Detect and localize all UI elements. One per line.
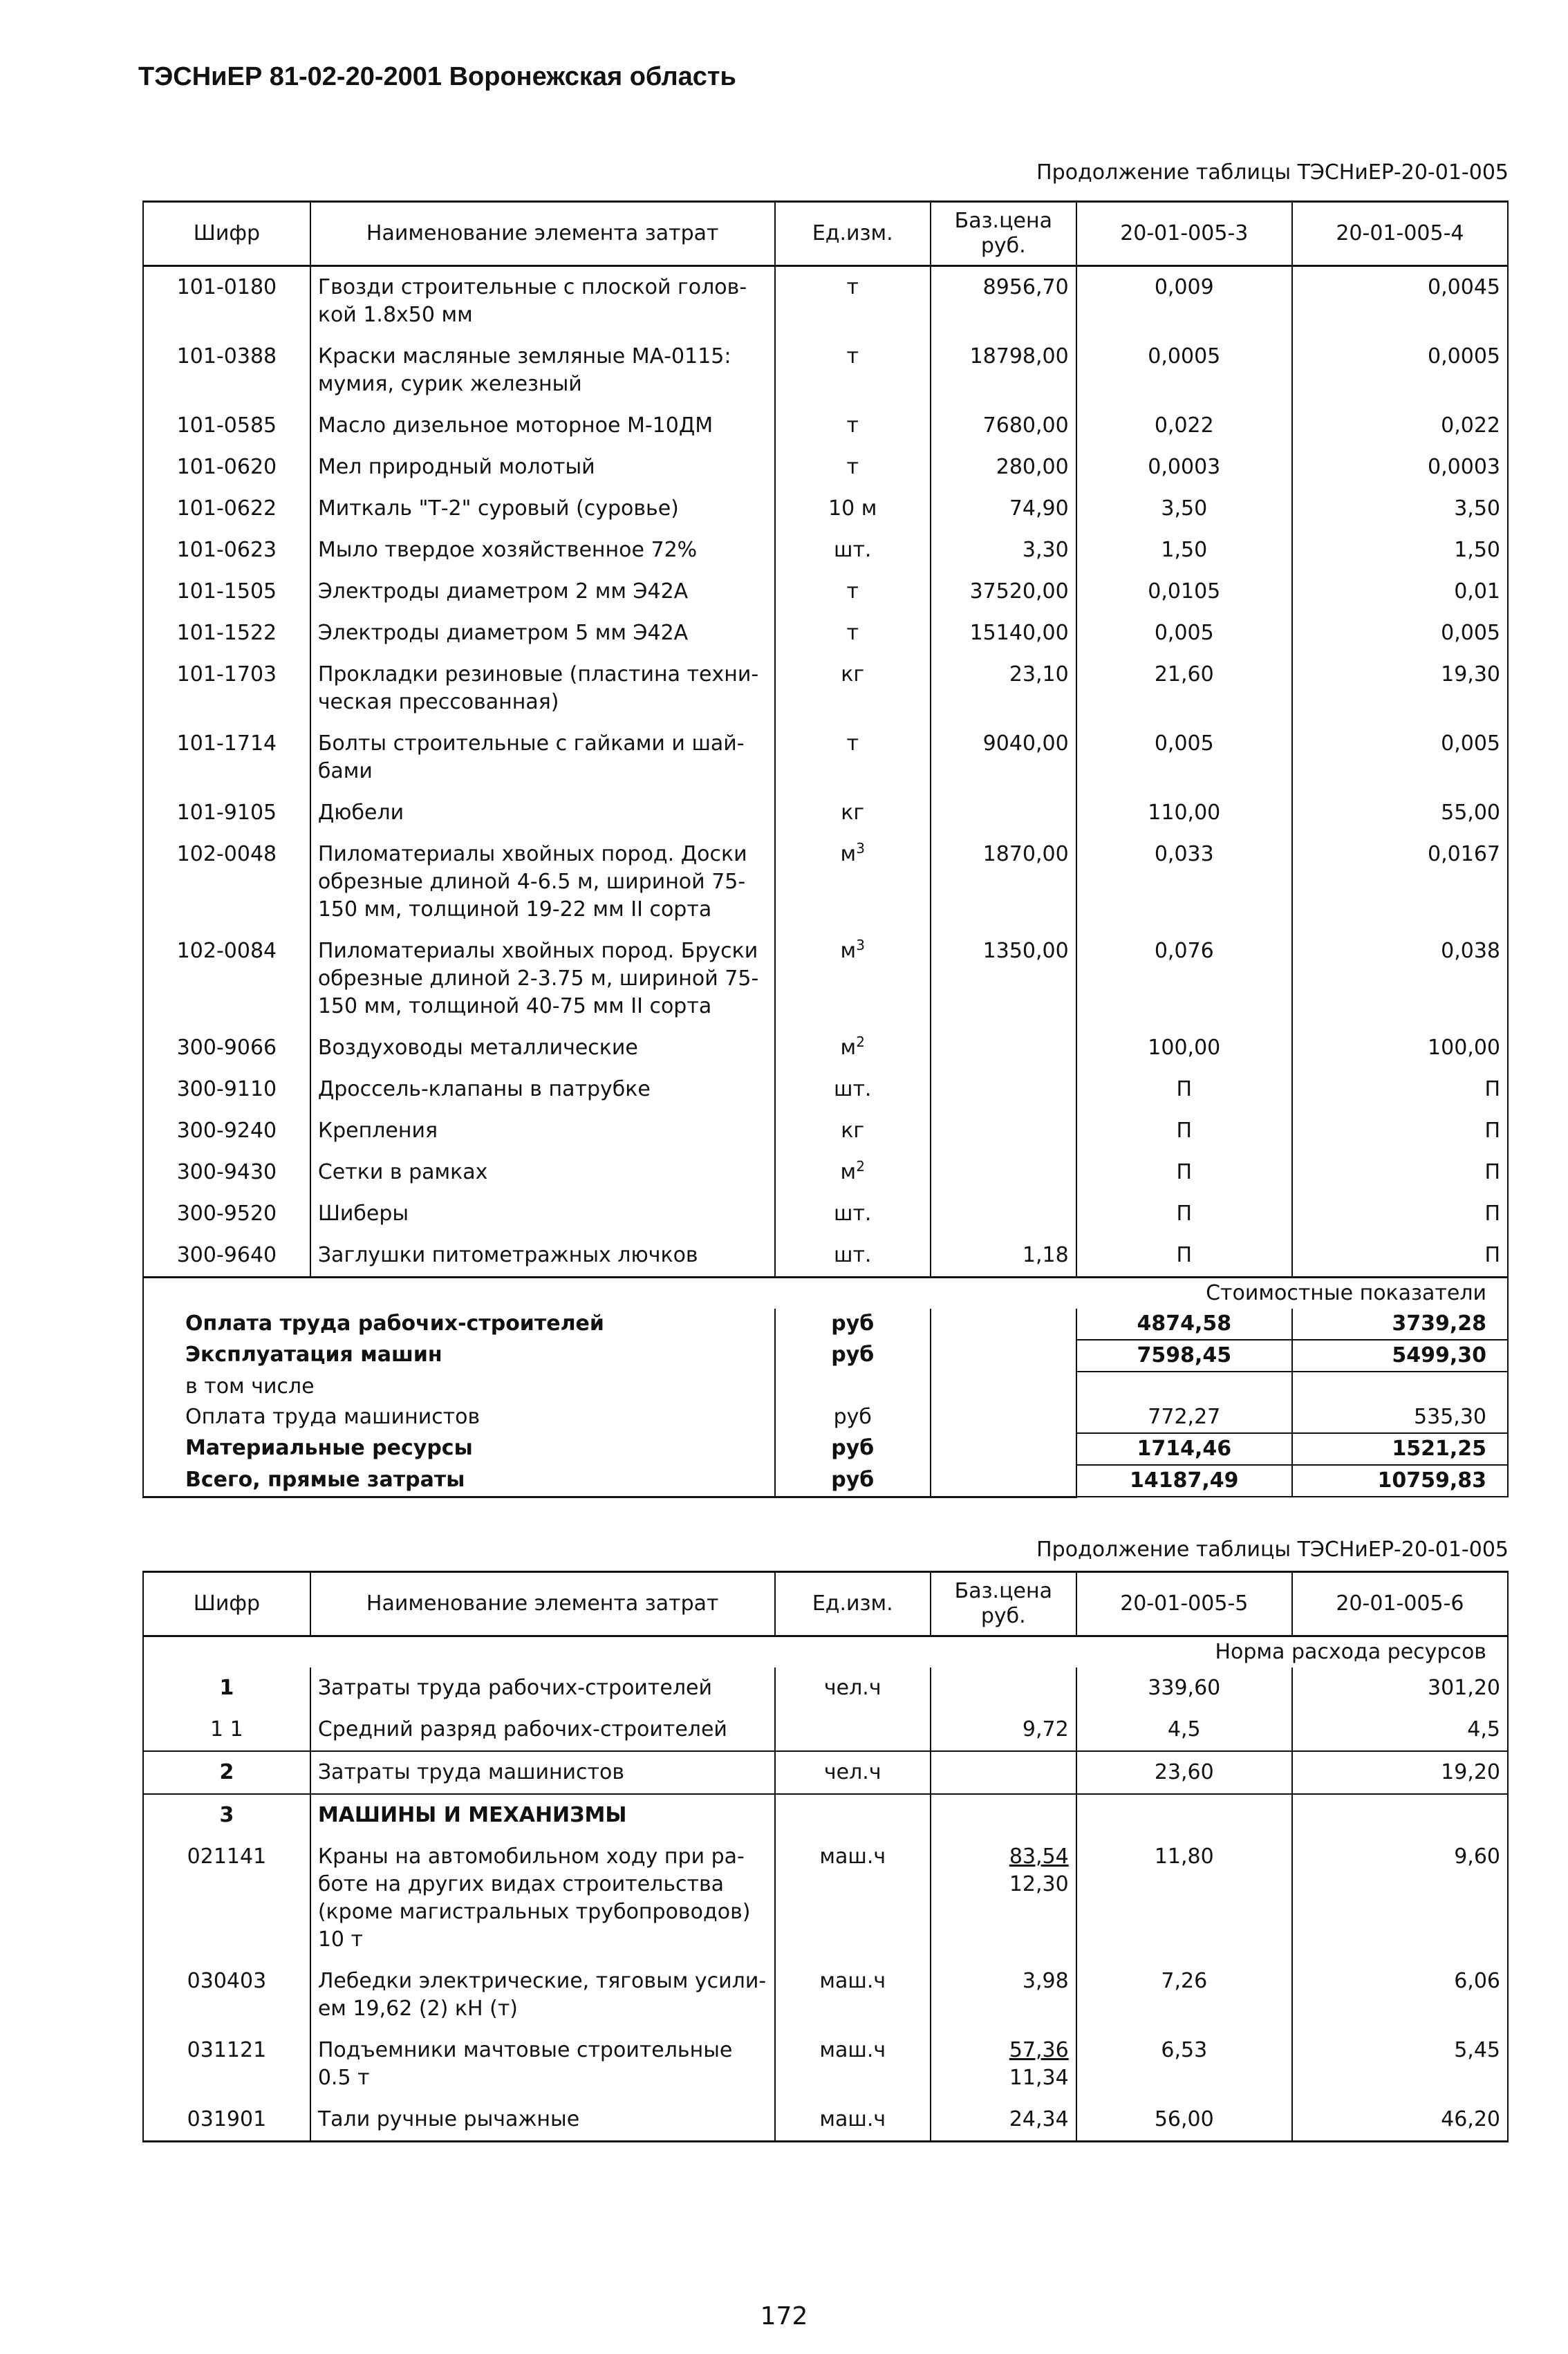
row-name: Электроды диаметром 5 мм Э42А (310, 613, 775, 654)
row-name: Затраты труда рабочих-строителей (310, 1668, 775, 1709)
summary-value-b: 3739,28 (1292, 1309, 1508, 1340)
row-code: 101-0622 (143, 488, 310, 530)
row-code: 031121 (143, 2030, 310, 2099)
row-norm-b: 0,022 (1292, 405, 1508, 447)
row-norm-a: 0,005 (1076, 613, 1292, 654)
table-row (143, 613, 1508, 654)
summary-unit: руб (775, 1309, 931, 1340)
row-norm-a: 339,60 (1076, 1668, 1292, 1709)
summary-price (931, 1340, 1076, 1372)
unit-base: м (840, 842, 857, 866)
summary-row (143, 1340, 1508, 1372)
row-code: 300-9110 (143, 1069, 310, 1110)
row-name: Мыло твердое хозяйственное 72% (310, 530, 775, 571)
table-row (143, 2099, 1508, 2142)
col-name: Наименование элемента затрат (310, 1572, 775, 1636)
row-name: Масло дизельное моторное М-10ДМ (310, 405, 775, 447)
table-row (143, 336, 1508, 405)
summary-unit (775, 1372, 931, 1402)
row-code: 101-1703 (143, 654, 310, 723)
summary-price (931, 1372, 1076, 1402)
summary-value-b: 5499,30 (1292, 1340, 1508, 1372)
col-norm-5: 20-01-005-5 (1076, 1572, 1292, 1636)
row-unit (775, 1152, 931, 1193)
row-unit: кг (775, 792, 931, 834)
row-norm-a: 1,50 (1076, 530, 1292, 571)
table-row (143, 1027, 1508, 1069)
col-unit: Ед.изм. (775, 1572, 931, 1636)
row-norm-a: П (1076, 1235, 1292, 1278)
table-row (143, 1709, 1508, 1751)
row-name: Дюбели (310, 792, 775, 834)
summary-unit: руб (775, 1402, 931, 1433)
row-norm-b: 5,45 (1292, 2030, 1508, 2099)
summary-unit: руб (775, 1433, 931, 1465)
row-price: 15140,00 (931, 613, 1076, 654)
resources-table-1 (142, 200, 1509, 1498)
row-norm-b: 0,005 (1292, 723, 1508, 792)
row-norm-b: 1,50 (1292, 530, 1508, 571)
row-name: Болты строительные с гайками и шай-бами (310, 723, 775, 792)
summary-unit: руб (775, 1465, 931, 1497)
row-name: Затраты труда машинистов (310, 1751, 775, 1794)
row-code: 2 (143, 1751, 310, 1794)
summary-row (143, 1372, 1508, 1402)
table-row (143, 405, 1508, 447)
row-norm-a: П (1076, 1152, 1292, 1193)
row-code: 101-1714 (143, 723, 310, 792)
summary-value-a: 4874,58 (1076, 1309, 1292, 1340)
row-norm-b: 4,5 (1292, 1709, 1508, 1751)
row-name: Средний разряд рабочих-строителей (310, 1709, 775, 1751)
row-name: Прокладки резиновые (пластина техни-ческая прессованная) (310, 654, 775, 723)
row-norm-b (1292, 1794, 1508, 1836)
row-norm-b: 9,60 (1292, 1836, 1508, 1961)
table-row (143, 834, 1508, 931)
row-name: Заглушки питометражных лючков (310, 1235, 775, 1278)
row-price: 37520,00 (931, 571, 1076, 613)
col-name: Наименование элемента затрат (310, 202, 775, 266)
summary-value-b: 535,30 (1292, 1402, 1508, 1433)
table-row (143, 1110, 1508, 1152)
row-norm-b: П (1292, 1193, 1508, 1235)
page-number: 172 (760, 2302, 808, 2330)
row-unit: кг (775, 1110, 931, 1152)
row-name: Лебедки электрические, тяговым усили-ем 19,62 (2) кН (т) (310, 1961, 775, 2030)
row-code: 101-0620 (143, 447, 310, 488)
row-price: 23,10 (931, 654, 1076, 723)
row-norm-a: П (1076, 1110, 1292, 1152)
row-name: Дроссель-клапаны в патрубке (310, 1069, 775, 1110)
row-norm-a: 4,5 (1076, 1709, 1292, 1751)
row-name: Тали ручные рычажные (310, 2099, 775, 2142)
row-norm-a: 0,0005 (1076, 336, 1292, 405)
row-unit: т (775, 571, 931, 613)
row-norm-a: 0,009 (1076, 266, 1292, 337)
summary-value-a: 7598,45 (1076, 1340, 1292, 1372)
resources-table-2 (142, 1571, 1509, 2142)
row-norm-a: 0,076 (1076, 931, 1292, 1027)
table1-header-row (143, 202, 1508, 266)
row-name: Пиломатериалы хвойных пород. Доски обрезные длиной 4-6.5 м, шириной 75-150 мм, толщиной 19-22 мм II сорта (310, 834, 775, 931)
unit-power: 3 (856, 840, 865, 857)
row-code: 101-1505 (143, 571, 310, 613)
row-norm-b: 3,50 (1292, 488, 1508, 530)
row-code: 300-9640 (143, 1235, 310, 1278)
table-row (143, 792, 1508, 834)
row-name: Краски масляные земляные МА-0115: мумия, сурик железный (310, 336, 775, 405)
row-norm-a: П (1076, 1193, 1292, 1235)
row-norm-b: 100,00 (1292, 1027, 1508, 1069)
summary-unit: руб (775, 1340, 931, 1372)
unit-base: м (840, 1160, 857, 1184)
row-code: 300-9430 (143, 1152, 310, 1193)
row-price: 1870,00 (931, 834, 1076, 931)
row-unit: т (775, 405, 931, 447)
table-row (143, 1794, 1508, 1836)
row-norm-a: П (1076, 1069, 1292, 1110)
price-wages: 11,34 (1009, 2066, 1069, 2090)
col-unit: Ед.изм. (775, 202, 931, 266)
row-unit (775, 1027, 931, 1069)
row-norm-a: 100,00 (1076, 1027, 1292, 1069)
unit-base: м (840, 1036, 857, 1060)
row-norm-b: 0,01 (1292, 571, 1508, 613)
row-norm-a: 11,80 (1076, 1836, 1292, 1961)
price-total: 83,54 (1009, 1844, 1069, 1869)
unit-base: м (840, 939, 857, 963)
row-norm-a: 7,26 (1076, 1961, 1292, 2030)
summary-value-a (1076, 1372, 1292, 1402)
row-code: 101-9105 (143, 792, 310, 834)
summary-row (143, 1465, 1508, 1497)
table-row (143, 1069, 1508, 1110)
row-norm-a: 0,022 (1076, 405, 1292, 447)
row-norm-b: 0,0045 (1292, 266, 1508, 337)
row-price: 74,90 (931, 488, 1076, 530)
row-name: Пиломатериалы хвойных пород. Бруски обрезные длиной 2-3.75 м, шириной 75-150 мм, толщиной 40-75 мм II сорта (310, 931, 775, 1027)
row-price (931, 1751, 1076, 1794)
row-norm-a: 0,0105 (1076, 571, 1292, 613)
summary-label: Материальные ресурсы (143, 1433, 775, 1465)
row-unit (775, 834, 931, 931)
col-norm-6: 20-01-005-6 (1292, 1572, 1508, 1636)
row-unit: маш.ч (775, 2030, 931, 2099)
row-name: Гвозди строительные с плоской голов-кой 1.8х50 мм (310, 266, 775, 337)
table-row (143, 488, 1508, 530)
row-norm-a: 0,033 (1076, 834, 1292, 931)
row-price (931, 1110, 1076, 1152)
row-price: 1,18 (931, 1235, 1076, 1278)
row-norm-a: 0,005 (1076, 723, 1292, 792)
row-unit: чел.ч (775, 1668, 931, 1709)
row-price: 18798,00 (931, 336, 1076, 405)
row-price (931, 792, 1076, 834)
table-row (143, 1961, 1508, 2030)
row-price: 8956,70 (931, 266, 1076, 337)
row-unit: кг (775, 654, 931, 723)
row-unit: т (775, 266, 931, 337)
summary-label: Оплата труда машинистов (143, 1402, 775, 1433)
row-norm-a: 3,50 (1076, 488, 1292, 530)
section-label: Стоимостные показатели (143, 1278, 1508, 1309)
row-unit: шт. (775, 530, 931, 571)
col-code: Шифр (143, 202, 310, 266)
row-norm-b: П (1292, 1235, 1508, 1278)
row-price: 1350,00 (931, 931, 1076, 1027)
row-price: 280,00 (931, 447, 1076, 488)
row-norm-b: 6,06 (1292, 1961, 1508, 2030)
summary-value-b (1292, 1372, 1508, 1402)
summary-value-b: 1521,25 (1292, 1433, 1508, 1465)
table-row (143, 1836, 1508, 1961)
row-unit: шт. (775, 1193, 931, 1235)
row-unit: шт. (775, 1069, 931, 1110)
summary-value-a: 1714,46 (1076, 1433, 1292, 1465)
row-norm-a: 6,53 (1076, 2030, 1292, 2099)
summary-label: Эксплуатация машин (143, 1340, 775, 1372)
row-code: 021141 (143, 1836, 310, 1961)
row-unit (775, 1709, 931, 1751)
row-code: 300-9066 (143, 1027, 310, 1069)
row-unit: т (775, 613, 931, 654)
table-row (143, 1235, 1508, 1278)
col-price: Баз.цена руб. (931, 1572, 1076, 1636)
row-unit: т (775, 723, 931, 792)
row-code: 102-0048 (143, 834, 310, 931)
row-code: 101-1522 (143, 613, 310, 654)
row-code: 101-0388 (143, 336, 310, 405)
summary-price (931, 1465, 1076, 1497)
row-unit: т (775, 447, 931, 488)
section-row (143, 1636, 1508, 1668)
row-code: 1 (143, 1668, 310, 1709)
summary-price (931, 1309, 1076, 1340)
table-row (143, 1152, 1508, 1193)
row-norm-a: 21,60 (1076, 654, 1292, 723)
row-norm-b: 301,20 (1292, 1668, 1508, 1709)
row-norm-a: 110,00 (1076, 792, 1292, 834)
row-norm-b: П (1292, 1069, 1508, 1110)
summary-price (931, 1433, 1076, 1465)
row-price (931, 1027, 1076, 1069)
section-row (143, 1278, 1508, 1309)
row-code: 031901 (143, 2099, 310, 2142)
row-price: 3,30 (931, 530, 1076, 571)
table-row (143, 266, 1508, 337)
row-name: Краны на автомобильном ходу при ра-боте на других видах строительства (кроме магистральных трубопроводов) 10 т (310, 1836, 775, 1961)
table-row (143, 1751, 1508, 1794)
row-name: Мел природный молотый (310, 447, 775, 488)
row-name: Электроды диаметром 2 мм Э42А (310, 571, 775, 613)
row-name: Сетки в рамках (310, 1152, 775, 1193)
row-name: Крепления (310, 1110, 775, 1152)
row-code: 030403 (143, 1961, 310, 2030)
row-norm-a: 23,60 (1076, 1751, 1292, 1794)
unit-power: 2 (856, 1034, 865, 1050)
row-norm-b: 0,0005 (1292, 336, 1508, 405)
col-norm-4: 20-01-005-4 (1292, 202, 1508, 266)
table2-header-row (143, 1572, 1508, 1636)
summary-value-b: 10759,83 (1292, 1465, 1508, 1497)
row-price: 7680,00 (931, 405, 1076, 447)
row-norm-b: 55,00 (1292, 792, 1508, 834)
price-total: 57,36 (1009, 2038, 1069, 2062)
table2-caption: Продолжение таблицы ТЭСНиЕР-20-01-005 (1036, 1538, 1509, 1562)
row-code: 1 1 (143, 1709, 310, 1751)
row-price (931, 1794, 1076, 1836)
document-title: ТЭСНиЕР 81-02-20-2001 Воронежская область (138, 62, 736, 91)
table1-caption: Продолжение таблицы ТЭСНиЕР-20-01-005 (1036, 160, 1509, 185)
row-code: 300-9240 (143, 1110, 310, 1152)
row-price (931, 1069, 1076, 1110)
row-norm-b: П (1292, 1152, 1508, 1193)
row-norm-b: 46,20 (1292, 2099, 1508, 2142)
row-norm-b: 0,0167 (1292, 834, 1508, 931)
row-unit (775, 931, 931, 1027)
row-norm-b: 0,005 (1292, 613, 1508, 654)
row-name: Шиберы (310, 1193, 775, 1235)
table-row (143, 723, 1508, 792)
row-unit (775, 1794, 931, 1836)
summary-row (143, 1402, 1508, 1433)
table-row (143, 654, 1508, 723)
row-price (931, 2030, 1076, 2099)
summary-label: в том числе (143, 1372, 775, 1402)
row-norm-b: П (1292, 1110, 1508, 1152)
summary-value-a: 772,27 (1076, 1402, 1292, 1433)
row-code: 3 (143, 1794, 310, 1836)
row-unit: маш.ч (775, 2099, 931, 2142)
table-row (143, 931, 1508, 1027)
row-unit: маш.ч (775, 1961, 931, 2030)
row-name: МАШИНЫ И МЕХАНИЗМЫ (310, 1794, 775, 1836)
row-price (931, 1836, 1076, 1961)
unit-power: 3 (856, 937, 865, 953)
row-code: 102-0084 (143, 931, 310, 1027)
row-unit: 10 м (775, 488, 931, 530)
row-price: 9040,00 (931, 723, 1076, 792)
price-wages: 12,30 (1009, 1872, 1069, 1896)
row-unit: чел.ч (775, 1751, 931, 1794)
unit-power: 2 (856, 1158, 865, 1175)
row-norm-b: 19,30 (1292, 654, 1508, 723)
row-code: 101-0180 (143, 266, 310, 337)
summary-value-a: 14187,49 (1076, 1465, 1292, 1497)
table-row (143, 1668, 1508, 1709)
summary-row (143, 1433, 1508, 1465)
col-norm-3: 20-01-005-3 (1076, 202, 1292, 266)
summary-label: Всего, прямые затраты (143, 1465, 775, 1497)
row-price: 24,34 (931, 2099, 1076, 2142)
row-code: 300-9520 (143, 1193, 310, 1235)
col-price: Баз.цена руб. (931, 202, 1076, 266)
table-row (143, 530, 1508, 571)
row-unit: т (775, 336, 931, 405)
row-price (931, 1152, 1076, 1193)
row-price: 3,98 (931, 1961, 1076, 2030)
row-norm-a: 0,0003 (1076, 447, 1292, 488)
table-row (143, 1193, 1508, 1235)
row-price (931, 1193, 1076, 1235)
row-price: 9,72 (931, 1709, 1076, 1751)
row-name: Миткаль "Т-2" суровый (суровье) (310, 488, 775, 530)
row-norm-b: 0,038 (1292, 931, 1508, 1027)
row-unit: маш.ч (775, 1836, 931, 1961)
row-norm-a: 56,00 (1076, 2099, 1292, 2142)
summary-row (143, 1309, 1508, 1340)
row-norm-b: 0,0003 (1292, 447, 1508, 488)
section-label: Норма расхода ресурсов (143, 1636, 1508, 1668)
row-norm-a (1076, 1794, 1292, 1836)
summary-price (931, 1402, 1076, 1433)
row-unit: шт. (775, 1235, 931, 1278)
row-price (931, 1668, 1076, 1709)
row-code: 101-0623 (143, 530, 310, 571)
col-code: Шифр (143, 1572, 310, 1636)
row-norm-b: 19,20 (1292, 1751, 1508, 1794)
summary-label: Оплата труда рабочих-строителей (143, 1309, 775, 1340)
table-row (143, 2030, 1508, 2099)
table-row (143, 571, 1508, 613)
row-name: Подъемники мачтовые строительные 0.5 т (310, 2030, 775, 2099)
row-name: Воздуховоды металлические (310, 1027, 775, 1069)
table-row (143, 447, 1508, 488)
row-code: 101-0585 (143, 405, 310, 447)
